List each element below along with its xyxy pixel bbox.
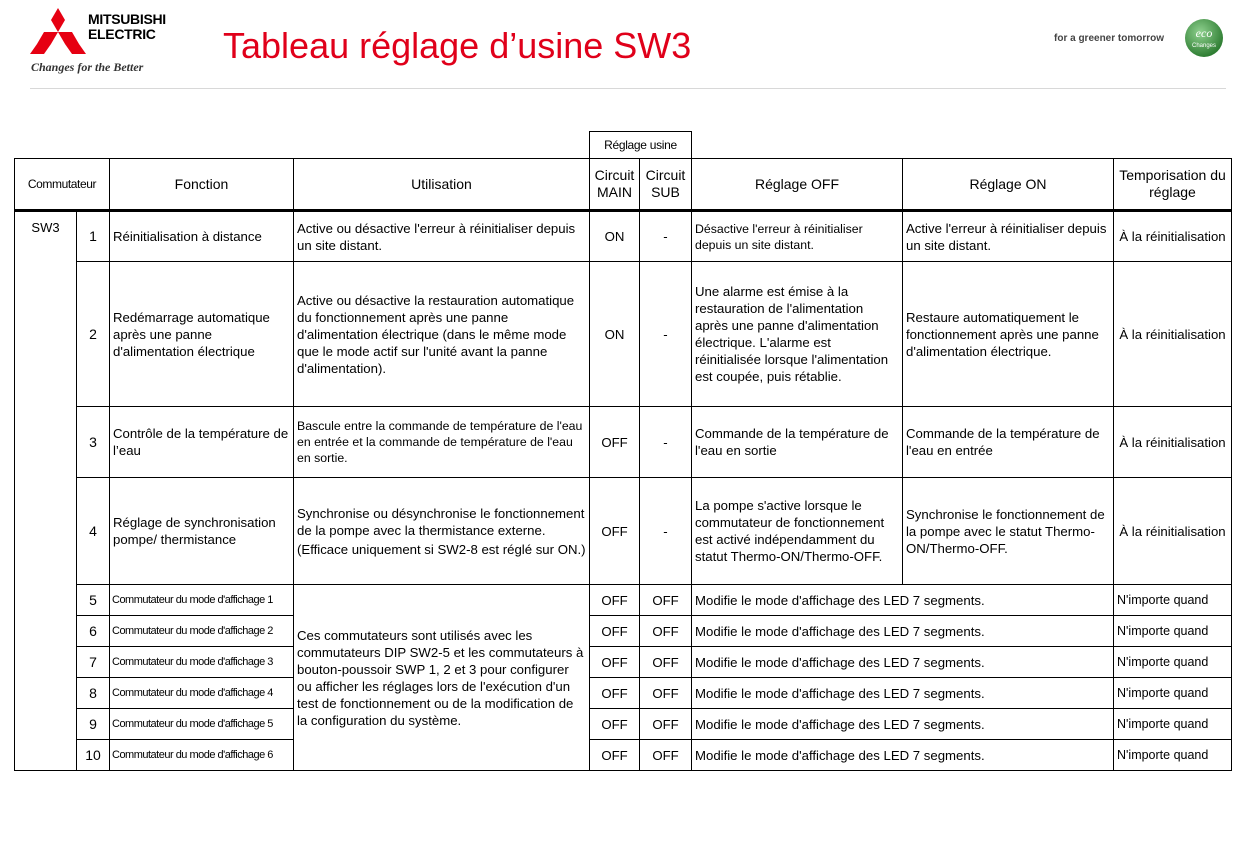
row-tempo: N'importe quand <box>1114 740 1232 771</box>
table-row <box>15 740 1232 771</box>
table-row <box>15 211 1232 262</box>
svg-text:Changes: Changes <box>1191 43 1217 49</box>
eco-changes-logo <box>1184 18 1224 58</box>
row-tempo: À la réinitialisation <box>1114 478 1232 585</box>
header-fonction: Fonction <box>110 159 294 211</box>
row-main: OFF <box>590 678 640 709</box>
row-fonction: Contrôle de la température de l’eau <box>110 407 294 478</box>
row-fonction: Commutateur du mode d'affichage 1 <box>110 585 294 616</box>
row-number: 6 <box>77 616 110 647</box>
row-on: Restaure automatiquement le fonctionnement après une panne d'alimentation électrique. <box>903 262 1114 407</box>
row-sub: OFF <box>640 678 692 709</box>
row-sub: OFF <box>640 647 692 678</box>
row-sub: OFF <box>640 585 692 616</box>
svg-text:eco: eco <box>1195 26 1213 40</box>
row-main: OFF <box>590 585 640 616</box>
row-tempo: À la réinitialisation <box>1114 211 1232 262</box>
table-row <box>15 585 1232 616</box>
row-effect: Modifie le mode d'affichage des LED 7 segments. <box>692 740 1114 771</box>
row-tempo: N'importe quand <box>1114 647 1232 678</box>
header-circuit-sub: Circuit SUB <box>640 159 692 211</box>
row-utilisation: Synchronise ou désynchronise le fonctionnement de la pompe avec la thermistance externe. <box>297 505 585 538</box>
row-main: ON <box>590 211 640 262</box>
row-tempo: N'importe quand <box>1114 709 1232 740</box>
row-off: Une alarme est émise à la restauration de l'alimentation après une panne d'alimentation électrique. L'alarme est réinitialisée lorsque l'alimentation est coupée, puis rétablie. <box>692 262 903 407</box>
row-main: OFF <box>590 407 640 478</box>
row-on: Active l'erreur à réinitialiser depuis un site distant. <box>903 211 1114 262</box>
three-diamonds-icon <box>30 8 86 54</box>
row-sub: OFF <box>640 616 692 647</box>
row-utilisation: Bascule entre la commande de température de l'eau en entrée et la commande de température de l'eau en sortie. <box>294 407 590 478</box>
header-commutateur: Commutateur <box>15 159 110 211</box>
header-divider <box>30 88 1226 89</box>
row-tempo: À la réinitialisation <box>1114 407 1232 478</box>
row-fonction: Réglage de synchronisation pompe/ thermistance <box>110 478 294 585</box>
header-utilisation: Utilisation <box>294 159 590 211</box>
switch-label: SW3 <box>15 211 77 771</box>
row-effect: Modifie le mode d'affichage des LED 7 segments. <box>692 678 1114 709</box>
greener-slogan: for a greener tomorrow <box>1054 33 1165 44</box>
row-number: 4 <box>77 478 110 585</box>
row-sub: - <box>640 478 692 585</box>
row-number: 9 <box>77 709 110 740</box>
row-main: OFF <box>590 647 640 678</box>
row-fonction: Redémarrage automatique après une panne d'alimentation électrique <box>110 262 294 407</box>
row-fonction: Commutateur du mode d'affichage 3 <box>110 647 294 678</box>
table-row <box>15 616 1232 647</box>
row-on: Commande de la température de l'eau en entrée <box>903 407 1114 478</box>
row-utilisation: Active ou désactive l'erreur à réinitialiser depuis un site distant. <box>294 211 590 262</box>
factory-setting-header: Réglage usine <box>590 132 692 159</box>
row-utilisation-note: (Efficace uniquement si SW2-8 est réglé sur ON.) <box>297 541 586 557</box>
row-number: 7 <box>77 647 110 678</box>
row-tempo: À la réinitialisation <box>1114 262 1232 407</box>
display-utilisation: Ces commutateurs sont utilisés avec les commutateurs DIP SW2-5 et les commutateurs à bouton-poussoir SWP 1, 2 et 3 pour configurer ou afficher les réglages lors de l'exécution d'un test de fonctionnement ou de la modification de la configuration du système. <box>294 585 590 771</box>
eco-icon <box>1184 18 1224 58</box>
row-main: OFF <box>590 740 640 771</box>
brand-tagline: Changes for the Better <box>31 60 144 74</box>
table-row <box>15 709 1232 740</box>
row-fonction: Réinitialisation à distance <box>110 211 294 262</box>
row-main: OFF <box>590 616 640 647</box>
row-on: Synchronise le fonctionnement de la pompe avec le statut Thermo-ON/Thermo-OFF. <box>903 478 1114 585</box>
mitsubishi-logo <box>30 8 205 76</box>
row-fonction: Commutateur du mode d'affichage 6 <box>110 740 294 771</box>
page-title: Tableau réglage d’usine SW3 <box>223 25 692 66</box>
row-number: 2 <box>77 262 110 407</box>
row-sub: - <box>640 262 692 407</box>
row-sub: - <box>640 407 692 478</box>
table-row <box>15 678 1232 709</box>
header-reglage-off: Réglage OFF <box>692 159 903 211</box>
table-row <box>15 407 1232 478</box>
row-fonction: Commutateur du mode d'affichage 5 <box>110 709 294 740</box>
brand-name-line1: MITSUBISHI <box>88 11 166 27</box>
row-tempo: N'importe quand <box>1114 678 1232 709</box>
row-effect: Modifie le mode d'affichage des LED 7 segments. <box>692 585 1114 616</box>
row-effect: Modifie le mode d'affichage des LED 7 segments. <box>692 616 1114 647</box>
row-off: Commande de la température de l'eau en sortie <box>692 407 903 478</box>
header-reglage-on: Réglage ON <box>903 159 1114 211</box>
row-off: Désactive l'erreur à réinitialiser depuis un site distant. <box>692 211 903 262</box>
row-sub: OFF <box>640 740 692 771</box>
row-effect: Modifie le mode d'affichage des LED 7 segments. <box>692 647 1114 678</box>
row-sub: OFF <box>640 709 692 740</box>
row-effect: Modifie le mode d'affichage des LED 7 segments. <box>692 709 1114 740</box>
sw3-settings-table <box>14 131 1232 771</box>
table-row <box>15 262 1232 407</box>
row-fonction: Commutateur du mode d'affichage 4 <box>110 678 294 709</box>
row-number: 5 <box>77 585 110 616</box>
row-number: 1 <box>77 211 110 262</box>
row-main: OFF <box>590 478 640 585</box>
row-main: OFF <box>590 709 640 740</box>
row-tempo: N'importe quand <box>1114 616 1232 647</box>
row-number: 8 <box>77 678 110 709</box>
table-row <box>15 647 1232 678</box>
row-utilisation-cell <box>294 478 590 585</box>
row-utilisation: Active ou désactive la restauration automatique du fonctionnement après une panne d'alimentation électrique (dans le même mode que le mode actif sur l'unité avant la panne d'alimentation). <box>294 262 590 407</box>
table-row <box>15 478 1232 585</box>
header-circuit-main: Circuit MAIN <box>590 159 640 211</box>
row-number: 3 <box>77 407 110 478</box>
row-off: La pompe s'active lorsque le commutateur de fonctionnement est activé indépendamment du statut Thermo-ON/Thermo-OFF. <box>692 478 903 585</box>
row-sub: - <box>640 211 692 262</box>
header-temporisation: Temporisation du réglage <box>1114 159 1232 211</box>
row-fonction: Commutateur du mode d'affichage 2 <box>110 616 294 647</box>
brand-name-line2: ELECTRIC <box>88 26 156 42</box>
row-number: 10 <box>77 740 110 771</box>
row-tempo: N'importe quand <box>1114 585 1232 616</box>
row-main: ON <box>590 262 640 407</box>
